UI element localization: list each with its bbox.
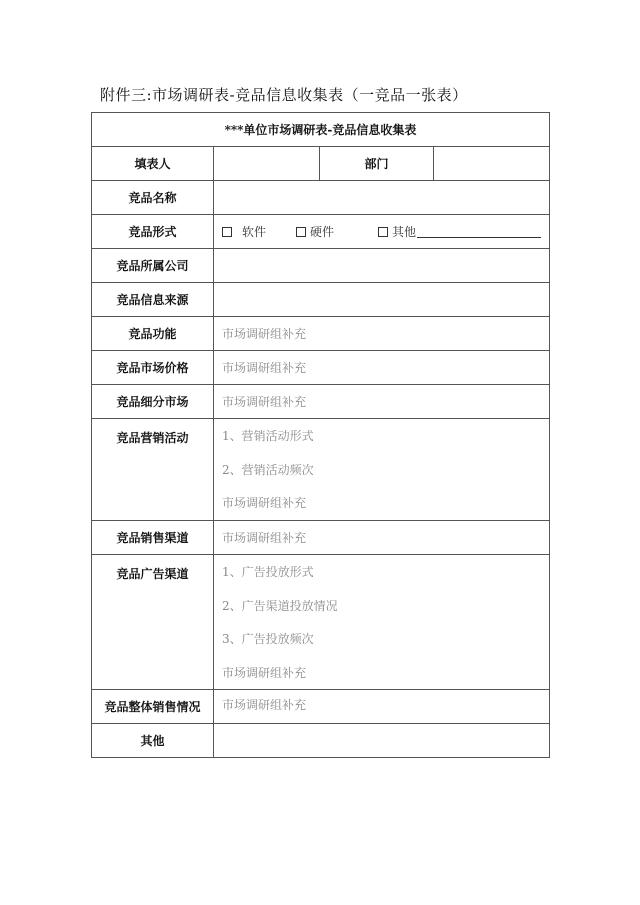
segment-label: 竞品细分市场 — [92, 385, 214, 419]
price-row — [92, 351, 550, 385]
marketing-row — [92, 419, 550, 521]
form-options — [222, 223, 549, 240]
channel-field[interactable]: 市场调研组补充 — [214, 521, 550, 555]
company-label: 竞品所属公司 — [92, 249, 214, 283]
hardware-checkbox[interactable] — [296, 227, 306, 237]
channel-row — [92, 521, 550, 555]
marketing-label: 竞品营销活动 — [92, 419, 214, 521]
ads-line: 2、广告渠道投放情况 — [222, 598, 338, 613]
other-option-label: 其他 — [392, 225, 417, 239]
price-label: 竞品市场价格 — [92, 351, 214, 385]
software-checkbox[interactable] — [222, 227, 232, 237]
other-label: 其他 — [92, 724, 214, 758]
marketing-line: 市场调研组补充 — [222, 496, 307, 510]
filler-field[interactable] — [214, 147, 320, 181]
company-row — [92, 249, 550, 283]
dept-field[interactable] — [434, 147, 550, 181]
name-row — [92, 181, 550, 215]
competitor-info-table — [91, 112, 550, 758]
ads-row — [92, 555, 550, 690]
table-title-row — [92, 113, 550, 147]
marketing-line: 1、营销活动形式 — [222, 429, 314, 443]
marketing-line: 2、营销活动频次 — [222, 462, 314, 477]
function-field[interactable]: 市场调研组补充 — [214, 317, 550, 351]
page-heading: 附件三:市场调研表-竞品信息收集表（一竞品一张表） — [100, 86, 468, 104]
other-checkbox[interactable] — [378, 227, 388, 237]
channel-label: 竞品销售渠道 — [92, 521, 214, 555]
overall-label: 竞品整体销售情况 — [92, 690, 214, 724]
ads-line: 1、广告投放形式 — [222, 565, 314, 579]
software-option[interactable] — [222, 223, 266, 240]
software-label: 软件 — [242, 225, 267, 239]
other-field[interactable] — [214, 724, 550, 758]
filler-label: 填表人 — [92, 147, 214, 181]
hardware-option[interactable] — [296, 223, 334, 240]
segment-field[interactable]: 市场调研组补充 — [214, 385, 550, 419]
hardware-label: 硬件 — [310, 225, 335, 239]
ads-line: 市场调研组补充 — [222, 665, 307, 680]
name-label: 竞品名称 — [92, 181, 214, 215]
form-row — [92, 215, 550, 249]
dept-label: 部门 — [320, 147, 434, 181]
ads-field[interactable] — [214, 555, 550, 690]
overall-field[interactable]: 市场调研组补充 — [214, 690, 550, 724]
segment-row — [92, 385, 550, 419]
name-field[interactable] — [214, 181, 550, 215]
overall-row — [92, 690, 550, 724]
function-label: 竞品功能 — [92, 317, 214, 351]
other-row — [92, 724, 550, 758]
other-option[interactable] — [378, 223, 541, 240]
function-row — [92, 317, 550, 351]
ads-label: 竞品广告渠道 — [92, 555, 214, 690]
table-title: ***单位市场调研表-竞品信息收集表 — [92, 113, 550, 147]
form-options-cell — [214, 215, 550, 249]
source-row — [92, 283, 550, 317]
marketing-field[interactable] — [214, 419, 550, 521]
source-label: 竞品信息来源 — [92, 283, 214, 317]
form-label: 竞品形式 — [92, 215, 214, 249]
filler-row — [92, 147, 550, 181]
company-field[interactable] — [214, 249, 550, 283]
other-fill-line[interactable] — [417, 225, 541, 238]
price-field[interactable]: 市场调研组补充 — [214, 351, 550, 385]
source-field[interactable] — [214, 283, 550, 317]
ads-line: 3、广告投放频次 — [222, 632, 314, 646]
